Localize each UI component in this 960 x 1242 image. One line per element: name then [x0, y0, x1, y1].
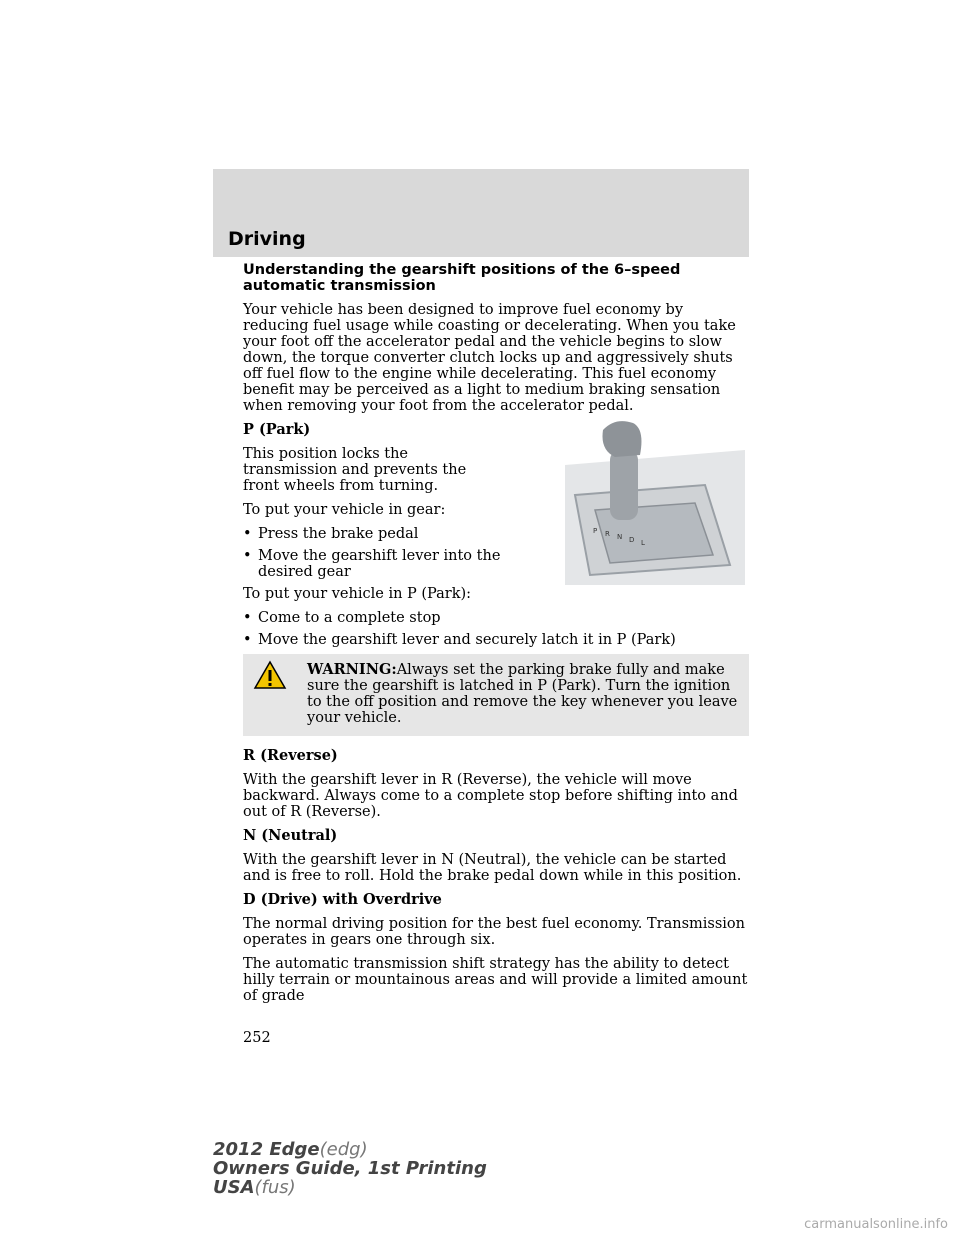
gate-label: P [593, 527, 598, 535]
park-description: This position locks the transmission and prevents the front wheels from turning. [243, 446, 467, 494]
site-watermark[interactable]: carmanualsonline.info [804, 1217, 948, 1232]
intro-paragraph: Your vehicle has been designed to improve fuel economy by reducing fuel usage while coasting or decelerating. When you take your foot off the accelerator pedal and the vehicle begins to slow down, the torque converter clutch locks up and aggressively shuts off fuel flow to the engine while decelerating. This fuel economy benefit may be perceived as a light to medium braking sensation when removing your foot from the accelerator pedal. [243, 302, 736, 414]
warning-first-line [249, 662, 743, 726]
reverse-description: With the gearshift lever in R (Reverse), the vehicle will move backward. Always come to a complete stop before shifting into and out of R (Reverse). [243, 772, 738, 820]
page-content [243, 262, 753, 1012]
park-heading: P (Park) [243, 421, 311, 438]
drive-description: The normal driving position for the best fuel economy. Transmission operates in gears one through six. [243, 916, 745, 948]
section-title: Driving [228, 228, 306, 250]
gear-step: • Press the brake pedal [243, 526, 419, 542]
gate-label: R [605, 530, 610, 538]
gear-step: • Move the gearshift lever into the desired gear [243, 548, 501, 580]
gate-label: L [641, 539, 645, 547]
park-step: • Come to a complete stop [243, 610, 441, 626]
gate-label: N [617, 533, 623, 541]
gear-lead: To put your vehicle in gear: [243, 502, 446, 518]
neutral-description: With the gearshift lever in N (Neutral), the vehicle can be started and is free to roll. Hold the brake pedal down while in this position. [243, 852, 742, 884]
gearshift-lever-illustration [555, 415, 745, 585]
park-lead: To put your vehicle in P (Park): [243, 586, 472, 602]
warning-text: Always set the parking brake fully and make sure the gearshift is latched in P (Park). Turn the ignition to the off position and remove the key whenever you leave your vehicle. [307, 662, 738, 726]
warning-box [243, 654, 749, 736]
warning-triangle-icon [253, 660, 287, 690]
document-footer: 2012 Edge(edg) Owners Guide, 1st Printing USA(fus) [213, 1139, 487, 1198]
drive-description-2: The automatic transmission shift strategy has the ability to detect hilly terrain or mountainous areas and will provide a limited amount of grade [243, 956, 748, 1004]
page-number: 252 [243, 1030, 271, 1046]
drive-heading: D (Drive) with Overdrive [243, 891, 442, 908]
warning-label: WARNING: [307, 661, 397, 678]
main-heading: Understanding the gearshift positions of the 6–speed automatic transmission [243, 262, 681, 294]
park-step: • Move the gearshift lever and securely latch it in P (Park) [243, 632, 676, 648]
reverse-heading: R (Reverse) [243, 747, 338, 764]
gate-label: D [629, 536, 635, 544]
neutral-heading: N (Neutral) [243, 827, 338, 844]
